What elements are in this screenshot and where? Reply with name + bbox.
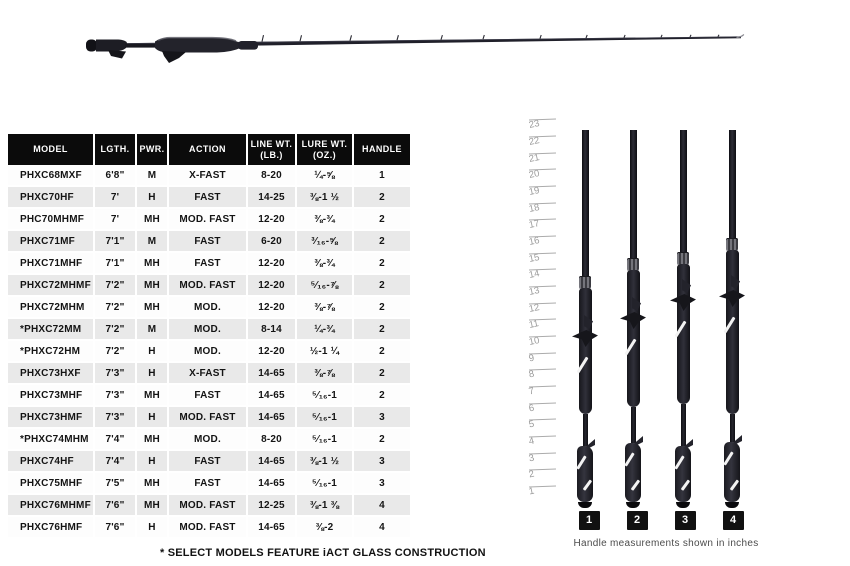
column-header: LGTH. [94, 134, 136, 165]
cell-power: H [136, 362, 168, 384]
cell-line-wt: 14-65 [247, 406, 296, 428]
cell-power: H [136, 340, 168, 362]
cell-power: MH [136, 252, 168, 274]
cell-length: 7'2" [94, 274, 136, 296]
spec-table [8, 134, 410, 539]
handle-trigger [620, 312, 646, 329]
handle-end-cap [626, 502, 640, 508]
cell-handle: 1 [353, 165, 410, 186]
cell-handle: 2 [353, 274, 410, 296]
footnote: * SELECT MODELS FEATURE iACT GLASS CONSTRUCTION [160, 547, 486, 559]
cell-line-wt: 12-20 [247, 340, 296, 362]
ruler-mark-19: 19 [524, 186, 560, 201]
column-header: LINE WT. (LB.) [247, 134, 296, 165]
rod-illustration [0, 0, 770, 80]
cell-line-wt: 12-20 [247, 274, 296, 296]
cell-power: MH [136, 472, 168, 494]
table-row [8, 340, 410, 362]
ruler-mark-10: 10 [524, 336, 560, 351]
cell-length: 7' [94, 186, 136, 208]
ruler-mark-13: 13 [524, 286, 560, 301]
column-header: PWR. [136, 134, 168, 165]
ruler-mark-8: 8 [524, 369, 560, 384]
handle-badge-3: 3 [675, 511, 696, 530]
table-row [8, 296, 410, 318]
handle-illustration-1 [567, 127, 603, 512]
cell-power: M [136, 318, 168, 340]
handle-illustration-2 [615, 127, 651, 512]
handle-butt-grip [577, 446, 593, 502]
cell-model: PHC70MHMF [8, 208, 94, 230]
cell-lure-wt: ³⁄₁₆-⅝ [296, 230, 353, 252]
table-row [8, 230, 410, 252]
cell-lure-wt: ⅜-¾ [296, 252, 353, 274]
handle-blank [729, 130, 736, 238]
ruler-mark-16: 16 [524, 236, 560, 251]
cell-handle: 4 [353, 516, 410, 538]
table-row [8, 406, 410, 428]
cell-line-wt: 8-20 [247, 428, 296, 450]
cell-model: PHXC73HXF [8, 362, 94, 384]
spec-table-body [8, 165, 410, 538]
cell-model: PHXC71MF [8, 230, 94, 252]
handle-trigger [719, 290, 745, 307]
table-row [8, 472, 410, 494]
cell-handle: 2 [353, 318, 410, 340]
handle-butt-grip [675, 446, 691, 502]
ruler-mark-20: 20 [524, 169, 560, 184]
cell-length: 7'4" [94, 428, 136, 450]
cell-action: MOD. FAST [168, 406, 247, 428]
cell-length: 7'3" [94, 384, 136, 406]
cell-lure-wt: ⅜-¾ [296, 208, 353, 230]
cell-length: 7'2" [94, 296, 136, 318]
cell-power: MH [136, 296, 168, 318]
table-row [8, 384, 410, 406]
cell-length: 7'4" [94, 450, 136, 472]
cell-power: H [136, 450, 168, 472]
ruler-mark-11: 11 [524, 319, 560, 334]
cell-model: PHXC74HF [8, 450, 94, 472]
cell-line-wt: 8-20 [247, 165, 296, 186]
cell-lure-wt: ⁵⁄₁₆-1 [296, 472, 353, 494]
cell-handle: 2 [353, 230, 410, 252]
handle-trigger [670, 294, 696, 311]
cell-length: 7'2" [94, 340, 136, 362]
cell-lure-wt: ⁵⁄₁₆-⅞ [296, 274, 353, 296]
cell-action: FAST [168, 472, 247, 494]
cell-power: MH [136, 494, 168, 516]
cell-handle: 2 [353, 362, 410, 384]
cell-line-wt: 12-20 [247, 208, 296, 230]
cell-lure-wt: ⅜-1 ⅜ [296, 494, 353, 516]
cell-power: H [136, 516, 168, 538]
table-row [8, 208, 410, 230]
cell-action: FAST [168, 186, 247, 208]
cell-power: MH [136, 428, 168, 450]
cell-line-wt: 12-20 [247, 252, 296, 274]
handle-rear-blank [681, 404, 686, 446]
cell-power: M [136, 230, 168, 252]
rod-butt-cap [86, 40, 97, 52]
cell-lure-wt: ⅜-⅞ [296, 362, 353, 384]
cell-length: 7'3" [94, 406, 136, 428]
cell-line-wt: 14-65 [247, 362, 296, 384]
ruler-mark-12: 12 [524, 303, 560, 318]
rod-reel-seat [155, 38, 239, 53]
ruler-mark-14: 14 [524, 269, 560, 284]
cell-power: H [136, 406, 168, 428]
cell-action: FAST [168, 230, 247, 252]
handle-badge-2: 2 [627, 511, 648, 530]
cell-action: MOD. FAST [168, 274, 247, 296]
handle-rear-blank [730, 414, 735, 442]
table-row [8, 494, 410, 516]
table-row [8, 252, 410, 274]
cell-power: MH [136, 274, 168, 296]
cell-power: MH [136, 384, 168, 406]
ruler-mark-21: 21 [524, 153, 560, 168]
cell-lure-wt: ⅜-2 [296, 516, 353, 538]
cell-lure-wt: ⅜-⅞ [296, 296, 353, 318]
cell-action: MOD. FAST [168, 516, 247, 538]
cell-action: X-FAST [168, 362, 247, 384]
cell-line-wt: 14-65 [247, 472, 296, 494]
cell-handle: 3 [353, 472, 410, 494]
handle-end-cap [725, 502, 739, 508]
cell-action: MOD. [168, 428, 247, 450]
rod-trigger [162, 51, 186, 63]
cell-lure-wt: ¼-¾ [296, 318, 353, 340]
rod-tip [737, 35, 744, 38]
cell-handle: 2 [353, 296, 410, 318]
cell-length: 7'1" [94, 252, 136, 274]
spec-table-header [8, 134, 410, 165]
cell-model: *PHXC74MHM [8, 428, 94, 450]
column-header: ACTION [168, 134, 247, 165]
handle-illustration-4 [714, 127, 750, 512]
cell-model: PHXC70HF [8, 186, 94, 208]
handle-rear-blank [583, 414, 588, 446]
cell-handle: 4 [353, 494, 410, 516]
cell-line-wt: 6-20 [247, 230, 296, 252]
handle-rear-blank [631, 407, 636, 443]
cell-action: MOD. FAST [168, 494, 247, 516]
cell-action: MOD. [168, 296, 247, 318]
cell-model: *PHXC72HM [8, 340, 94, 362]
cell-line-wt: 12-20 [247, 296, 296, 318]
cell-handle: 3 [353, 450, 410, 472]
handle-blank [680, 130, 687, 252]
cell-model: PHXC71MHF [8, 252, 94, 274]
cell-lure-wt: ⁵⁄₁₆-1 [296, 406, 353, 428]
cell-power: M [136, 165, 168, 186]
rod-rear-grip [96, 40, 127, 52]
handle-illustration-3 [665, 127, 701, 512]
cell-model: PHXC76HMF [8, 516, 94, 538]
cell-model: PHXC73MHF [8, 384, 94, 406]
ruler-mark-9: 9 [524, 353, 560, 368]
cell-line-wt: 12-25 [247, 494, 296, 516]
cell-model: *PHXC72MM [8, 318, 94, 340]
cell-model: PHXC72MHMF [8, 274, 94, 296]
cell-model: PHXC76MHMF [8, 494, 94, 516]
ruler-mark-4: 4 [524, 436, 560, 451]
ruler-mark-15: 15 [524, 253, 560, 268]
cell-handle: 2 [353, 428, 410, 450]
ruler-mark-3: 3 [524, 453, 560, 468]
cell-power: MH [136, 208, 168, 230]
cell-line-wt: 8-14 [247, 318, 296, 340]
cell-handle: 2 [353, 384, 410, 406]
handle-blank [582, 130, 589, 276]
handle-end-cap [578, 502, 592, 508]
cell-line-wt: 14-65 [247, 450, 296, 472]
cell-length: 7'5" [94, 472, 136, 494]
cell-length: 7'2" [94, 318, 136, 340]
cell-lure-wt: ⁵⁄₁₆-1 [296, 428, 353, 450]
cell-length: 7'3" [94, 362, 136, 384]
table-row [8, 362, 410, 384]
cell-length: 7'1" [94, 230, 136, 252]
cell-lure-wt: ¼-⅝ [296, 165, 353, 186]
cell-lure-wt: ⁵⁄₁₆-1 [296, 384, 353, 406]
ruler-mark-23: 23 [524, 119, 560, 134]
handle-blank [630, 130, 637, 258]
table-row [8, 516, 410, 538]
cell-action: X-FAST [168, 165, 247, 186]
ruler-mark-2: 2 [524, 469, 560, 484]
table-row [8, 428, 410, 450]
table-row [8, 165, 410, 186]
cell-length: 7' [94, 208, 136, 230]
handles-panel [560, 127, 770, 512]
ruler-mark-18: 18 [524, 203, 560, 218]
cell-handle: 3 [353, 406, 410, 428]
cell-action: MOD. [168, 318, 247, 340]
cell-lure-wt: ½-1 ¼ [296, 340, 353, 362]
handle-end-cap [676, 502, 690, 508]
cell-handle: 2 [353, 186, 410, 208]
cell-line-wt: 14-65 [247, 516, 296, 538]
handle-badge-4: 4 [723, 511, 744, 530]
ruler-mark-5: 5 [524, 419, 560, 434]
cell-model: PHXC72MHM [8, 296, 94, 318]
cell-line-wt: 14-65 [247, 384, 296, 406]
cell-model: PHXC75MHF [8, 472, 94, 494]
rod-foregrip [238, 41, 258, 50]
column-header: MODEL [8, 134, 94, 165]
ruler-mark-17: 17 [524, 219, 560, 234]
cell-length: 7'6" [94, 516, 136, 538]
ruler-mark-6: 6 [524, 403, 560, 418]
cell-model: PHXC68MXF [8, 165, 94, 186]
cell-length: 6'8" [94, 165, 136, 186]
table-row [8, 450, 410, 472]
cell-action: MOD. [168, 340, 247, 362]
column-header: HANDLE [353, 134, 410, 165]
cell-action: FAST [168, 384, 247, 406]
ruler-mark-22: 22 [524, 136, 560, 151]
table-row [8, 274, 410, 296]
cell-length: 7'6" [94, 494, 136, 516]
ruler-mark-1: 1 [524, 486, 560, 501]
table-row [8, 186, 410, 208]
cell-action: FAST [168, 252, 247, 274]
table-row [8, 318, 410, 340]
cell-handle: 2 [353, 208, 410, 230]
cell-line-wt: 14-25 [247, 186, 296, 208]
handle-ruler [524, 118, 564, 508]
cell-lure-wt: ⅜-1 ½ [296, 186, 353, 208]
column-header: LURE WT. (OZ.) [296, 134, 353, 165]
handle-trigger [572, 330, 598, 347]
cell-action: MOD. FAST [168, 208, 247, 230]
handles-caption: Handle measurements shown in inches [573, 538, 759, 549]
handle-reel-seat [726, 250, 739, 414]
cell-lure-wt: ⅜-1 ½ [296, 450, 353, 472]
cell-action: FAST [168, 450, 247, 472]
handle-badge-1: 1 [579, 511, 600, 530]
cell-model: PHXC73HMF [8, 406, 94, 428]
cell-power: H [136, 186, 168, 208]
cell-handle: 2 [353, 252, 410, 274]
cell-handle: 2 [353, 340, 410, 362]
ruler-mark-7: 7 [524, 386, 560, 401]
handle-reel-seat [579, 288, 592, 414]
